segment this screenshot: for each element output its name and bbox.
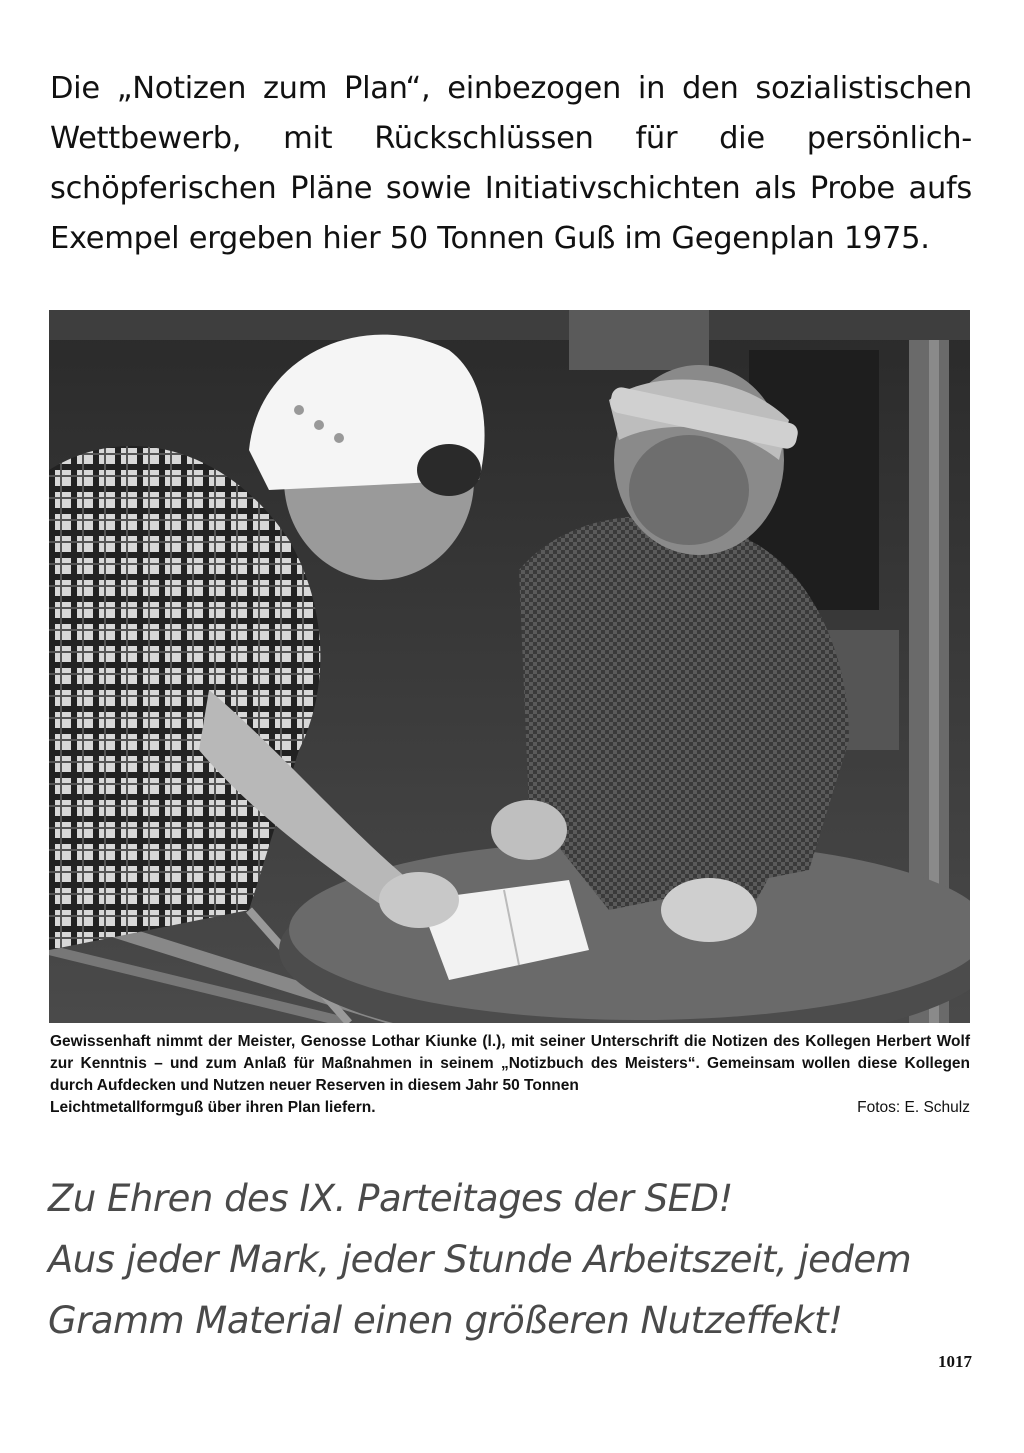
slogan [48, 1168, 970, 1351]
page-number: 1017 [938, 1352, 972, 1371]
caption-last-text: Leichtmetallformguß über ihren Plan liefern. [50, 1099, 376, 1116]
slogan-line-2: Aus jeder Mark, jeder Stunde Arbeitszeit, jedem [48, 1238, 912, 1281]
headline: Die „Notizen zum Plan“, einbezogen in den sozialistischen Wettbewerb, mit Rückschlüssen für die persönlich-schöpferischen Pläne sowie Initiativschichten als Probe aufs Exempel ergeben hier 50 Tonnen Guß im Gegenplan 1975. [50, 71, 972, 256]
slogan-line-1: Zu Ehren des IX. Parteitages der SED! [48, 1177, 733, 1220]
caption-last-line [50, 1097, 970, 1119]
photo-credit: Fotos: E. Schulz [857, 1099, 970, 1116]
photo-illustration [49, 310, 970, 1023]
slogan-line-3: Gramm Material einen größeren Nutzeffekt! [48, 1299, 843, 1342]
caption-text: Gewissenhaft nimmt der Meister, Genosse Lothar Kiunke (l.), mit seiner Unterschrift die Notizen des Kollegen Herbert Wolf zur Kenntnis – und zum Anlaß für Maßnahmen in seinem „Notizbuch des Meisters“. Gemeinsam wollen diese Kollegen durch Aufdecken und Nutzen neuer Reserven in diesem Jahr 50 Tonnen [50, 1033, 970, 1094]
photo-caption [50, 1031, 970, 1119]
photograph-foundry-workers [49, 310, 970, 1023]
